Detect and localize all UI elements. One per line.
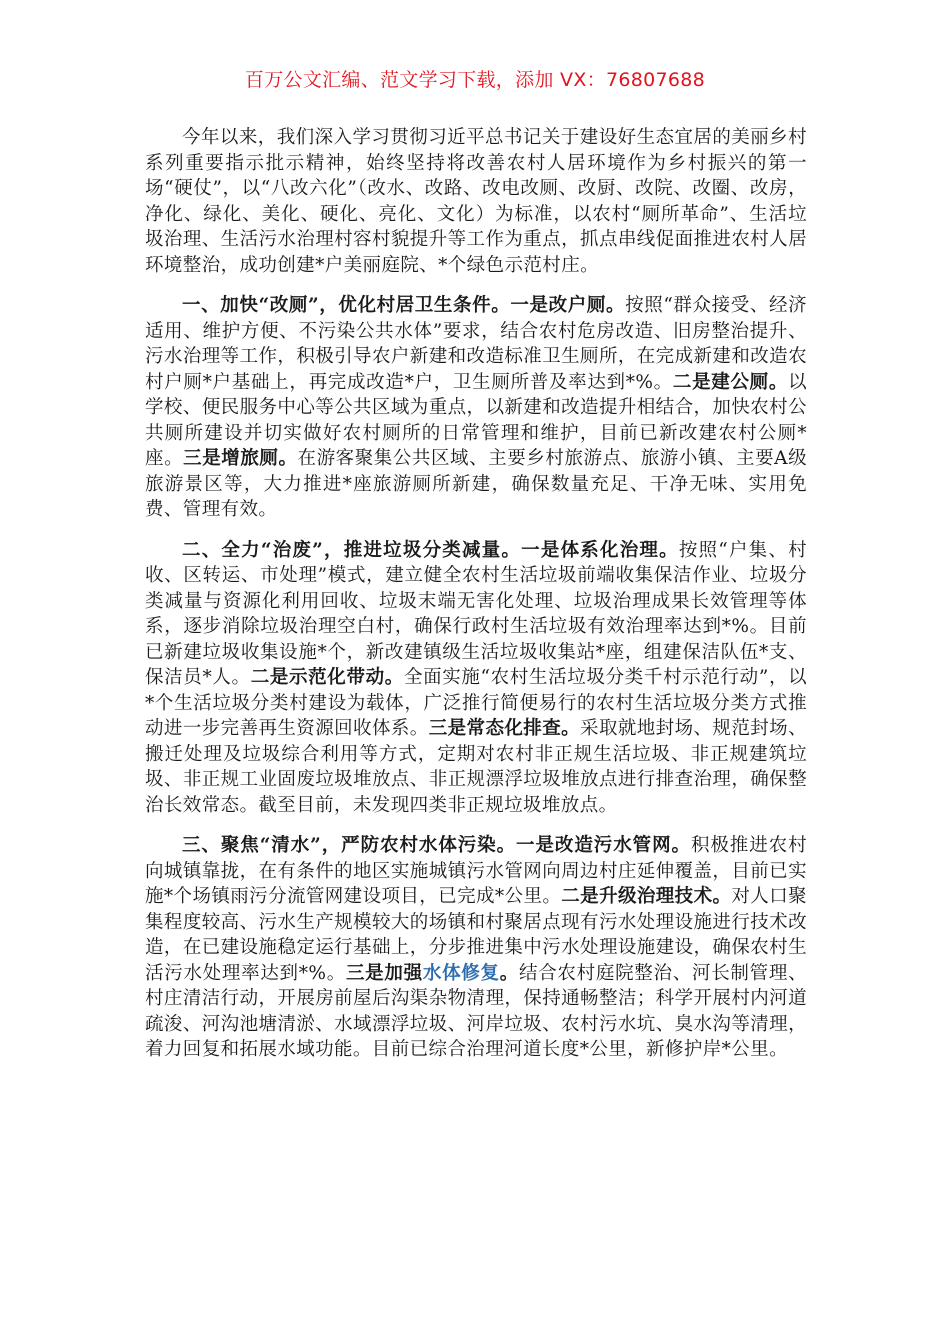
section-2-point-3-text: 采取就地封场、规范封场、搬迁处理及垃圾综合利用等方式，定期对农村非正规生活垃圾、非正规建筑垃圾、非正规工业固废垃圾堆放点、非正规漂浮垃圾堆放点进行排查治理，确保整治长效常态。截至目前，未发现四类非正规垃圾堆放点。 (145, 718, 807, 816)
section-3-point-3-text: 结合农村庭院整治、河长制管理、村庄清洁行动，开展房前屋后沟渠杂物清理，保持通畅整洁；科学开展村内河道疏浚、河沟池塘清淤、水域漂浮垃圾、河岸垃圾、农村污水坑、臭水沟等清理，着力回复和拓展水域功能。目前已综合治理河道长度*公里，新修护岸*公里。 (145, 962, 807, 1060)
section-3-point-1-text: 积极推进农村向城镇靠拢，在有条件的地区实施城镇污水管网向周边村庄延伸覆盖，目前已实施*个场镇雨污分流管网建设项目，已完成*公里。 (145, 835, 807, 907)
section-1-title: 一、加快“改厕”，优化村居卫生条件。 (182, 295, 511, 316)
section-3-title: 三、聚焦“清水”，严防农村水体污染。 (182, 835, 517, 856)
section-2-point-2-text: 全面实施“农村生活垃圾分类千村示范行动”，以*个生活垃圾分类村建设为载体，广泛推行简便易行的农村生活垃圾分类方式推动进一步完善再生资源回收体系。 (145, 667, 808, 739)
section-1-point-2-text: 以学校、便民服务中心等公共区域为重点，以新建和改造提升相结合，加快农村公共厕所建设并切实做好农村厕所的日常管理和维护，目前已新改建农村公厕*座。 (145, 371, 807, 469)
section-2-point-1-heading: 一是体系化治理。 (521, 539, 679, 561)
section-3-point-3-heading: 三是加强 (345, 962, 423, 984)
section-3-paragraph (145, 833, 807, 1063)
section-1-point-3-heading: 三是增旅厕。 (183, 448, 298, 469)
section-2-point-2-heading: 二是示范化带动。 (250, 667, 404, 688)
section-3-point-3-heading-end: 。 (499, 962, 519, 984)
water-restoration-link[interactable]: 水体修复 (422, 962, 500, 984)
section-2-point-3-heading: 三是常态化排查。 (428, 718, 581, 739)
section-2-point-1-text: 按照“户集、村收、区转运、市处理”模式，建立健全农村生活垃圾前端收集保洁作业、垃圾分类减量与资源化利用回收、垃圾末端无害化处理、垃圾治理成果长效管理等体系，逐步消除垃圾治理空白村，确保行政村生活垃圾有效治理率达到*%。目前已新建垃圾收集设施*个，新改建镇级生活垃圾收集站*座，组建保洁队伍*支、保洁员*人。 (145, 539, 808, 688)
section-1-point-1-heading: 一是改户厕。 (510, 295, 626, 316)
section-2-paragraph (145, 538, 807, 819)
section-1-point-3-text: 在游客聚集公共区域、主要乡村旅游点、旅游小镇、主要A级旅游景区等，大力推进*座旅游厕所新建，确保数量充足、干净无味、实用免费、管理有效。 (145, 448, 807, 520)
section-1-point-2-heading: 二是建公厕。 (672, 371, 789, 393)
section-2-title: 二、全力“治废”，推进垃圾分类减量。 (182, 539, 522, 561)
section-3-point-2-heading: 二是升级治理技术。 (561, 886, 732, 907)
watermark-header: 百万公文汇编、范文学习下载，添加 VX：76807688 (244, 69, 706, 91)
section-3-point-1-heading: 一是改造污水管网。 (516, 835, 691, 856)
document-body (145, 125, 807, 1078)
section-3-point-2-text: 对人口聚集程度较高、污水生产规模较大的场镇和村聚居点现有污水处理设施进行技术改造，在已建设施稳定运行基础上，分步推进集中污水处理设施建设，确保农村生活污水处理率达到*%。 (145, 886, 807, 984)
section-1-point-1-text: 按照“群众接受、经济适用、维护方便、不污染公共水体”要求，结合农村危房改造、旧房整治提升、污水治理等工作，积极引导农户新建和改造标准卫生厕所，在完成新建和改造农村户厕*户基础上，再完成改造*户，卫生厕所普及率达到*%。 (145, 295, 808, 393)
intro-paragraph: 今年以来，我们深入学习贯彻习近平总书记关于建设好生态宜居的美丽乡村系列重要指示批示精神，始终坚持将改善农村人居环境作为乡村振兴的第一场“硬仗”，以“八改六化”（改水、改路、改电改厕、改厨、改院、改圈、改房，净化、绿化、美化、硬化、亮化、文化）为标准，以农村“厕所革命”、生活垃圾治理、生活污水治理村容村貌提升等工作为重点，抓点串线促面推进农村人居环境整治，成功创建*户美丽庭院、*个绿色示范村庄。 (145, 127, 807, 276)
section-1-paragraph (145, 293, 807, 523)
